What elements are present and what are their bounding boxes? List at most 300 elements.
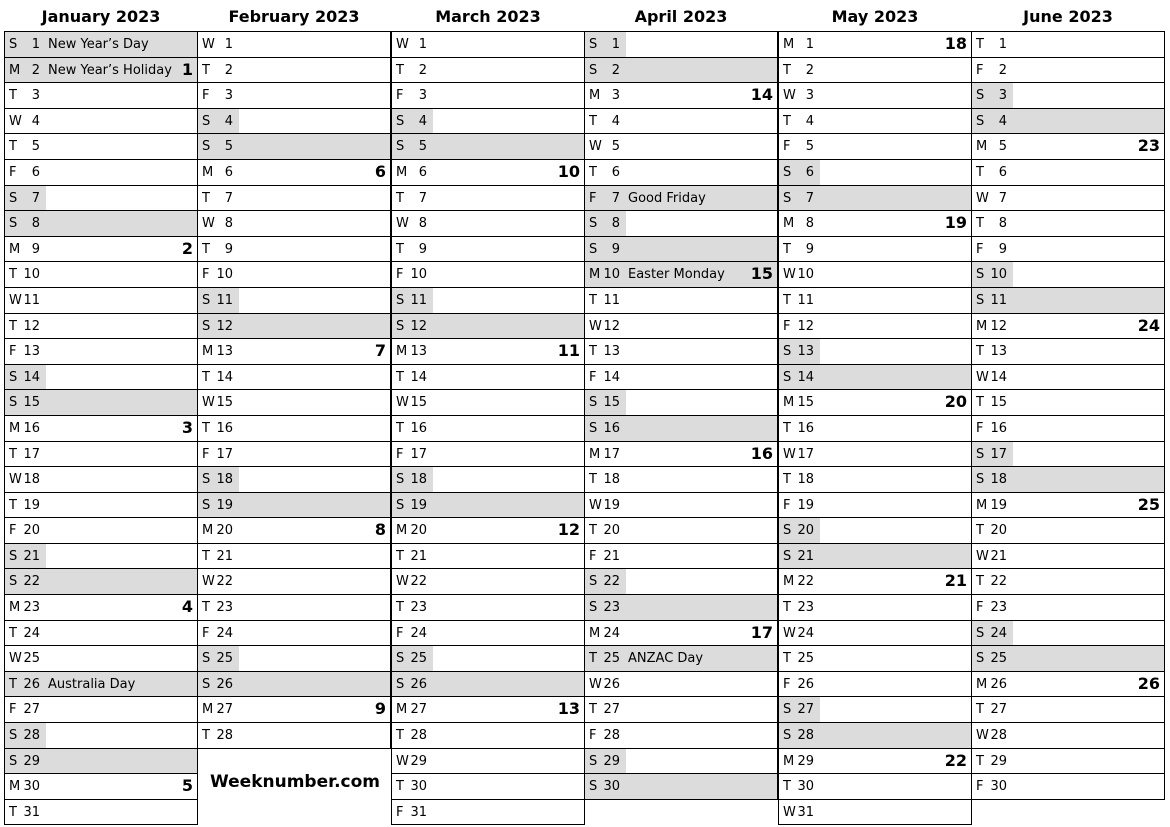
day-row	[972, 723, 1164, 749]
day-row	[5, 493, 197, 519]
weekday-letter: T	[976, 395, 984, 411]
weekday-letter: W	[783, 625, 796, 641]
weekday-letter: F	[396, 446, 404, 462]
weekday-letter: S	[976, 113, 985, 129]
day-row	[5, 83, 197, 109]
day-row	[585, 774, 777, 800]
day-number: 22	[216, 574, 233, 590]
weekday-letter: T	[9, 497, 17, 513]
day-row	[392, 621, 584, 647]
weekday-letter: S	[589, 216, 598, 232]
day-row	[585, 288, 777, 314]
day-number: 27	[797, 702, 814, 718]
day-number: 13	[797, 344, 814, 360]
day-row	[585, 186, 777, 212]
day-row	[198, 339, 390, 365]
day-number: 19	[23, 497, 40, 513]
day-number: 15	[216, 395, 233, 411]
day-row	[972, 262, 1164, 288]
weekday-letter: T	[396, 369, 404, 385]
weekday-letter: T	[396, 190, 404, 206]
day-row	[198, 595, 390, 621]
day-row	[198, 646, 390, 672]
day-row	[5, 416, 197, 442]
day-number: 27	[23, 702, 40, 718]
weekday-letter: T	[9, 139, 17, 155]
weekday-letter: T	[9, 676, 17, 692]
day-row	[392, 339, 584, 365]
day-number: 14	[797, 369, 814, 385]
day-number: 2	[418, 62, 427, 78]
day-row	[198, 442, 390, 468]
month-column	[197, 0, 391, 749]
day-row	[198, 569, 390, 595]
day-number: 7	[224, 190, 233, 206]
day-number: 1	[611, 37, 620, 52]
day-number: 26	[23, 676, 40, 692]
day-number: 16	[216, 420, 233, 436]
day-number: 6	[418, 164, 427, 180]
day-row	[198, 467, 390, 493]
day-number: 18	[216, 472, 233, 488]
day-row	[392, 518, 584, 544]
day-number: 12	[216, 318, 233, 334]
day-number: 2	[31, 62, 40, 78]
day-number: 5	[611, 139, 620, 155]
day-number: 21	[23, 548, 40, 564]
day-row	[198, 211, 390, 237]
day-number: 13	[216, 344, 233, 360]
weekday-letter: S	[202, 472, 211, 488]
day-number: 30	[797, 779, 814, 795]
day-row	[392, 749, 584, 775]
day-number: 24	[797, 625, 814, 641]
day-number: 27	[410, 702, 427, 718]
weekday-letter: T	[976, 523, 984, 539]
weekday-letter: T	[202, 241, 210, 257]
weekday-letter: M	[783, 216, 795, 232]
weekday-letter: T	[589, 472, 597, 488]
month-column	[4, 0, 198, 825]
weekday-letter: T	[9, 625, 17, 641]
day-row	[5, 211, 197, 237]
day-number: 10	[603, 267, 620, 283]
day-number: 14	[23, 369, 40, 385]
day-row	[779, 800, 971, 826]
day-number: 20	[797, 523, 814, 539]
day-row	[198, 544, 390, 570]
day-list	[391, 31, 585, 825]
day-row	[392, 416, 584, 442]
day-number: 2	[805, 62, 814, 78]
week-number: 6	[374, 161, 386, 181]
weekday-letter: T	[202, 62, 210, 78]
weekday-letter: S	[783, 548, 792, 564]
day-number: 21	[990, 548, 1007, 564]
day-number: 2	[998, 62, 1007, 78]
day-number: 25	[410, 651, 427, 667]
weekday-letter: T	[976, 164, 984, 180]
weekday-letter: T	[396, 62, 404, 78]
day-number: 30	[410, 779, 427, 795]
weekday-letter: F	[9, 344, 17, 360]
day-number: 27	[216, 702, 233, 718]
day-row	[585, 467, 777, 493]
day-row	[198, 109, 390, 135]
day-number: 17	[603, 446, 620, 462]
day-number: 3	[998, 88, 1007, 104]
day-row	[779, 160, 971, 186]
weekday-letter: F	[396, 267, 404, 283]
day-row	[5, 723, 197, 749]
day-row	[779, 314, 971, 340]
weekday-letter: W	[202, 395, 215, 411]
day-row	[198, 672, 390, 698]
day-number: 31	[410, 804, 427, 820]
week-number: 21	[944, 571, 967, 591]
day-row	[972, 442, 1164, 468]
day-row	[972, 109, 1164, 135]
weekday-letter: S	[976, 651, 985, 667]
day-number: 19	[797, 497, 814, 513]
day-number: 28	[797, 728, 814, 744]
week-number: 9	[374, 699, 386, 719]
day-number: 21	[410, 548, 427, 564]
day-number: 2	[611, 62, 620, 78]
day-row	[392, 800, 584, 826]
day-number: 22	[23, 574, 40, 590]
weekday-letter: W	[783, 804, 796, 820]
day-row	[198, 32, 390, 58]
day-row	[5, 467, 197, 493]
weekday-letter: W	[783, 446, 796, 462]
weekday-letter: F	[589, 548, 597, 564]
weekday-letter: M	[396, 344, 408, 360]
weekday-letter: S	[9, 753, 18, 769]
day-list	[197, 31, 391, 749]
day-row	[972, 365, 1164, 391]
weekday-letter: W	[202, 216, 215, 232]
weekday-letter: T	[396, 728, 404, 744]
day-row	[5, 697, 197, 723]
month-column	[971, 0, 1165, 800]
day-number: 29	[23, 753, 40, 769]
day-row	[779, 262, 971, 288]
day-row	[972, 237, 1164, 263]
day-number: 3	[418, 88, 427, 104]
weekday-letter: T	[783, 292, 791, 308]
day-number: 1	[31, 37, 40, 52]
weekday-letter: S	[9, 395, 18, 411]
month-title: February 2023	[228, 7, 360, 26]
weekday-letter: F	[9, 164, 17, 180]
weekday-letter: M	[202, 523, 214, 539]
day-number: 23	[990, 600, 1007, 616]
weekday-letter: W	[9, 113, 22, 129]
day-number: 16	[990, 420, 1007, 436]
weekday-letter: F	[783, 676, 791, 692]
day-row	[5, 518, 197, 544]
weekday-letter: M	[976, 139, 988, 155]
day-number: 23	[603, 600, 620, 616]
holiday-name: Good Friday	[628, 190, 706, 206]
day-number: 20	[990, 523, 1007, 539]
day-number: 3	[611, 88, 620, 104]
day-row	[5, 800, 197, 826]
day-number: 7	[31, 190, 40, 206]
day-number: 23	[410, 600, 427, 616]
weekday-letter: W	[783, 88, 796, 104]
day-list	[971, 31, 1165, 800]
day-number: 9	[224, 241, 233, 257]
day-number: 6	[998, 164, 1007, 180]
day-row	[5, 621, 197, 647]
month-column	[391, 0, 585, 825]
day-number: 11	[410, 292, 427, 308]
weekday-letter: W	[783, 267, 796, 283]
weekday-letter: F	[202, 625, 210, 641]
day-row	[585, 595, 777, 621]
day-number: 15	[603, 395, 620, 411]
weekday-letter: F	[589, 190, 597, 206]
day-row	[392, 646, 584, 672]
day-row	[585, 211, 777, 237]
day-row	[585, 262, 777, 288]
day-number: 16	[410, 420, 427, 436]
day-number: 6	[611, 164, 620, 180]
weekday-letter: S	[783, 190, 792, 206]
day-number: 17	[797, 446, 814, 462]
weekday-letter: F	[976, 420, 984, 436]
day-row	[585, 109, 777, 135]
weekday-letter: W	[396, 395, 409, 411]
day-row	[198, 518, 390, 544]
weekday-letter: T	[589, 292, 597, 308]
weekday-letter: T	[783, 241, 791, 257]
day-number: 19	[990, 497, 1007, 513]
day-number: 4	[31, 113, 40, 129]
day-row	[5, 339, 197, 365]
day-number: 11	[23, 292, 40, 308]
day-row	[5, 237, 197, 263]
day-row	[198, 58, 390, 84]
weekday-letter: F	[783, 318, 791, 334]
weekday-letter: W	[976, 190, 989, 206]
day-number: 5	[224, 139, 233, 155]
month-title: June 2023	[1023, 7, 1113, 26]
weekday-letter: S	[202, 676, 211, 692]
day-number: 22	[410, 574, 427, 590]
weekday-letter: M	[783, 753, 795, 769]
week-number: 4	[181, 597, 193, 617]
day-row	[198, 493, 390, 519]
day-row	[779, 237, 971, 263]
weekday-letter: T	[976, 344, 984, 360]
weekday-letter: T	[976, 702, 984, 718]
day-row	[972, 288, 1164, 314]
week-number: 17	[750, 622, 773, 642]
day-row	[585, 339, 777, 365]
day-number: 30	[23, 779, 40, 795]
day-row	[198, 723, 390, 749]
day-number: 25	[603, 651, 620, 667]
month-column	[584, 0, 778, 800]
day-number: 8	[998, 216, 1007, 232]
day-row	[5, 160, 197, 186]
day-number: 2	[224, 62, 233, 78]
week-number: 13	[557, 699, 580, 719]
day-number: 21	[603, 548, 620, 564]
day-number: 8	[31, 216, 40, 232]
weekday-letter: S	[976, 472, 985, 488]
week-number: 23	[1137, 136, 1160, 156]
weekday-letter: S	[9, 190, 18, 206]
weekday-letter: T	[202, 369, 210, 385]
day-number: 24	[23, 625, 40, 641]
day-number: 17	[990, 446, 1007, 462]
weekday-letter: M	[589, 446, 601, 462]
day-number: 23	[797, 600, 814, 616]
day-number: 6	[31, 164, 40, 180]
day-row	[779, 58, 971, 84]
day-number: 12	[797, 318, 814, 334]
day-number: 5	[31, 139, 40, 155]
day-row	[392, 723, 584, 749]
day-row	[972, 339, 1164, 365]
weekday-letter: W	[396, 574, 409, 590]
day-number: 3	[805, 88, 814, 104]
day-number: 7	[805, 190, 814, 206]
day-number: 10	[216, 267, 233, 283]
day-row	[392, 58, 584, 84]
weekday-letter: F	[202, 267, 210, 283]
day-row	[5, 569, 197, 595]
day-number: 29	[410, 753, 427, 769]
day-row	[392, 237, 584, 263]
month-title: April 2023	[634, 7, 728, 26]
week-number: 22	[944, 750, 967, 770]
day-row	[392, 544, 584, 570]
weekday-letter: T	[9, 804, 17, 820]
weekday-letter: S	[783, 344, 792, 360]
weekday-letter: W	[976, 548, 989, 564]
weekday-letter: F	[976, 600, 984, 616]
day-number: 10	[797, 267, 814, 283]
day-number: 31	[23, 804, 40, 820]
day-number: 27	[990, 702, 1007, 718]
day-row	[972, 621, 1164, 647]
day-number: 23	[216, 600, 233, 616]
day-number: 1	[418, 37, 427, 52]
weekday-letter: F	[783, 497, 791, 513]
weekday-letter: F	[202, 446, 210, 462]
weekday-letter: M	[9, 420, 21, 436]
weekday-letter: S	[783, 523, 792, 539]
weekday-letter: M	[202, 702, 214, 718]
week-number: 11	[557, 341, 580, 361]
weekday-letter: M	[9, 62, 21, 78]
weekday-letter: S	[396, 497, 405, 513]
day-number: 11	[216, 292, 233, 308]
weekday-letter: S	[396, 139, 405, 155]
day-row	[392, 774, 584, 800]
weekday-letter: W	[976, 369, 989, 385]
weekday-letter: S	[202, 139, 211, 155]
weekday-letter: F	[396, 625, 404, 641]
weekday-letter: W	[9, 292, 22, 308]
day-number: 16	[23, 420, 40, 436]
day-row	[392, 390, 584, 416]
day-number: 15	[23, 395, 40, 411]
day-number: 26	[990, 676, 1007, 692]
day-row	[779, 442, 971, 468]
day-row	[392, 262, 584, 288]
weekday-letter: T	[202, 190, 210, 206]
day-number: 13	[410, 344, 427, 360]
day-row	[972, 211, 1164, 237]
weekday-letter: S	[396, 472, 405, 488]
day-list	[4, 31, 198, 825]
weekday-letter: T	[589, 651, 597, 667]
day-row	[585, 134, 777, 160]
weekday-letter: S	[783, 369, 792, 385]
day-row	[585, 749, 777, 775]
day-row	[585, 314, 777, 340]
day-number: 9	[31, 241, 40, 257]
day-row	[392, 569, 584, 595]
weekday-letter: W	[396, 753, 409, 769]
weekday-letter: S	[396, 676, 405, 692]
day-number: 12	[410, 318, 427, 334]
day-row	[972, 83, 1164, 109]
day-number: 26	[797, 676, 814, 692]
weekday-letter: M	[783, 37, 795, 52]
weekday-letter: F	[589, 369, 597, 385]
day-number: 9	[611, 241, 620, 257]
day-row	[5, 186, 197, 212]
day-number: 20	[603, 523, 620, 539]
day-row	[392, 186, 584, 212]
day-number: 19	[216, 497, 233, 513]
day-row	[5, 314, 197, 340]
weekday-letter: T	[783, 779, 791, 795]
day-row	[198, 160, 390, 186]
month-column	[778, 0, 972, 825]
day-row	[779, 83, 971, 109]
day-row	[5, 134, 197, 160]
day-row	[5, 58, 197, 84]
weekday-letter: W	[589, 318, 602, 334]
weekday-letter: T	[589, 702, 597, 718]
weekday-letter: S	[396, 318, 405, 334]
day-row	[779, 416, 971, 442]
day-row	[585, 58, 777, 84]
day-number: 1	[224, 37, 233, 52]
day-number: 28	[216, 728, 233, 744]
week-number: 18	[944, 34, 967, 53]
weekday-letter: T	[783, 651, 791, 667]
day-row	[5, 774, 197, 800]
day-row	[779, 595, 971, 621]
weekday-letter: S	[783, 164, 792, 180]
weekday-letter: S	[589, 574, 598, 590]
day-row	[198, 186, 390, 212]
week-number: 2	[181, 238, 193, 258]
day-row	[5, 32, 197, 58]
weekday-letter: W	[589, 497, 602, 513]
weekday-letter: T	[9, 267, 17, 283]
day-row	[198, 365, 390, 391]
